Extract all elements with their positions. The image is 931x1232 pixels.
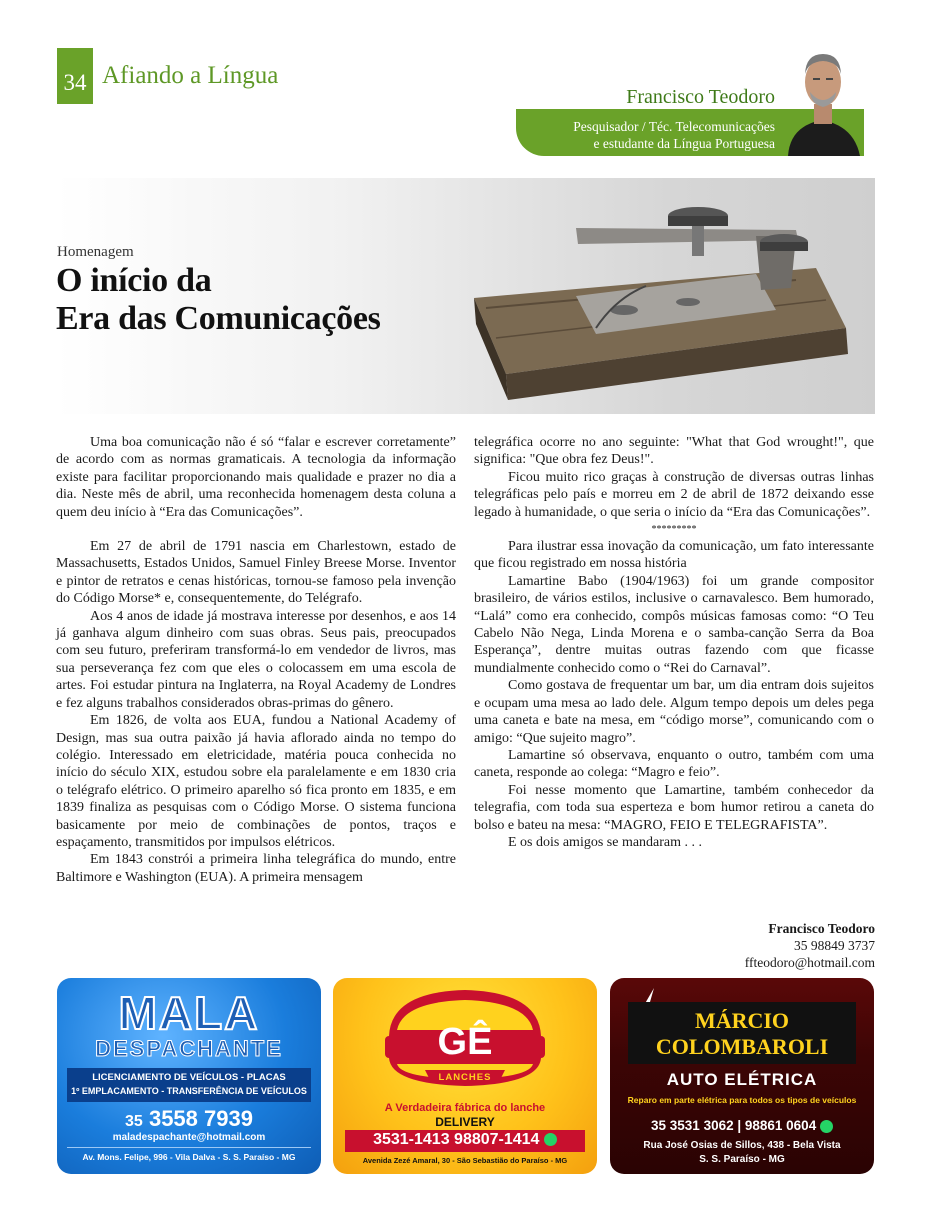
ge-ribbon: LANCHES <box>438 1072 492 1083</box>
marcio-phones[interactable]: 35 3531 3062 | 98861 0604 <box>610 1118 874 1133</box>
paragraph: Lamartine Babo (1904/1963) foi um grande compositor brasileiro, de vários estilos, inclusive o carnavalesco. Bem humorado, “Lalá” como era conhecido, compôs músicas famosas como: “O Teu Cabelo Não Nega, Linda Morena e o samba-canção Serra da Boa Esperança”, dentre muitas outras fazendo com que ficasse mundialmente conhecido como o “Rei do Carnaval”. <box>474 573 874 676</box>
article-column-right <box>474 434 874 851</box>
author-role-line1: Pesquisador / Téc. Telecomunicações <box>573 119 775 134</box>
article-title <box>56 262 381 338</box>
mala-logo-sub: DESPACHANTE <box>95 1036 283 1061</box>
paragraph: Em 1843 constrói a primeira linha telegráfica do mundo, entre Baltimore e Washington (EUA). A primeira mensagem <box>56 852 456 885</box>
mala-phone[interactable]: 35 3558 7939 <box>125 1106 253 1131</box>
paragraph: E os dois amigos se mandaram . . . <box>508 834 703 850</box>
paragraph: telegráfica ocorre no ano seguinte: "What that God wrought!", que significa: "Que obra fez Deus!". <box>474 435 874 468</box>
author-name: Francisco Teodoro <box>626 86 775 108</box>
signature-phone: 35 98849 3737 <box>794 938 875 953</box>
marcio-address-line2: S. S. Paraíso - MG <box>699 1154 785 1165</box>
marcio-tagline: Reparo em parte elétrica para todos os tipos de veículos <box>627 1095 857 1105</box>
paragraph: Em 27 de abril de 1791 nascia em Charlestown, estado de Massachusetts, Estados Unidos, Samuel Finley Breese Morse. Inventor e pintor de retratos e cenas históricas, tornou-se famoso pela invenção do Código Morse* e, consequentemente, do Telégrafo. <box>56 539 456 607</box>
marcio-name-line2: COLOMBAROLI <box>655 1034 829 1059</box>
article-column-left <box>56 434 456 886</box>
paragraph: Ficou muito rico graças à construção de diversas outras linhas telegráficas pelo país e morreu em 2 de abril de 1872 deixando esse legado à humanidade, o que seria o início da “Era das Comunicações”. <box>474 469 874 520</box>
paragraph: Foi nesse momento que Lamartine, também conhecedor da telegrafia, com toda sua esperteza e bom humor retirou a caneta do bolso e bateu na mesa: “MAGRO, FEIO E TELEGRAFISTA”. <box>474 782 874 833</box>
section-separator: ********* <box>651 524 697 536</box>
mala-address: Av. Mons. Felipe, 996 - Vila Dalva - S. S. Paraíso - MG <box>82 1152 296 1162</box>
paragraph: Uma boa comunicação não é só “falar e escrever corretamente” de acordo com as normas gramaticais. A tecnologia da informação existe para facilitar proporcionando mais qualidade e prazer no dia a dia. Neste mês de abril, uma reconhecida homenagem desta coluna a quem deu início à “Era das Comunicações”. <box>56 435 456 520</box>
ad-ge-lanches[interactable] <box>333 978 597 1174</box>
signature-email: ffteodoro@hotmail.com <box>744 955 875 970</box>
author-photo <box>780 44 866 156</box>
mala-services-line2: 1º EMPLACAMENTO - TRANSFERÊNCIA DE VEÍCULOS <box>71 1086 307 1096</box>
marcio-address-line1: Rua José Osias de Sillos, 438 - Bela Vista <box>643 1140 841 1151</box>
paragraph: Em 1826, de volta aos EUA, fundou a National Academy of Design, mas sua outra paixão já havia aflorado ainda no tempo do colégio. Interessado em eletricidade, matéria pouca conhecida no início do século XIX, estudou sobre ela paralelamente e em 1830 cria o telégrafo elétrico. O primeiro aparelho só fica pronto em 1835, e em 1839 finaliza as pesquisas com o Código Morse. O sistema funciona basicamente por meio de combinações de pontos, traços e espaçamento, transmitidos por impulsos elétricos. <box>56 713 456 850</box>
section-title: Afiando a Língua <box>102 62 279 89</box>
paragraph: Aos 4 anos de idade já mostrava interesse por desenhos, e aos 14 já ganhava algum dinheiro com suas obras. Seus pais, preocupados com seu futuro, preferiram transformá-lo em vendedor de livros, mas sua perseverança fez com que eles o colocassem em uma escola de artes. Foi estudar pintura na Inglaterra, na Royal Academy de Londres e fez alguns trabalhos considerados obras-primas do gênero. <box>56 608 456 711</box>
paragraph: Para ilustrar essa inovação da comunicação, um fato interessante que ficou registrado em nossa história <box>474 539 874 572</box>
paragraph: Como gostava de frequentar um bar, um dia entram dois sujeitos e ocupam uma mesa ao lado dele. Algum tempo depois um deles pega uma caneta e bate na mesa, em “código morse”, comunicando com o amigo: “Que sujeito magro”. <box>474 678 874 746</box>
mala-logo: MALA <box>118 987 260 1039</box>
ge-logo-text: GÊ <box>437 1021 493 1063</box>
page-number: 34 <box>57 48 93 104</box>
article-kicker: Homenagem <box>57 244 134 260</box>
marcio-subtitle: AUTO ELÉTRICA <box>666 1070 818 1089</box>
whatsapp-icon <box>544 1133 557 1146</box>
ge-phones[interactable]: 3531-1413 98807-1414 <box>333 1131 597 1149</box>
article-title-line2: Era das Comunicações <box>56 300 381 337</box>
author-signature <box>745 920 875 971</box>
ad-mala-despachante[interactable] <box>57 978 321 1174</box>
ge-tagline: A Verdadeira fábrica do lanche <box>384 1102 546 1114</box>
mala-email[interactable]: maladespachante@hotmail.com <box>112 1132 266 1143</box>
paragraph: Lamartine só observava, enquanto o outro, também com uma caneta, responde ao colega: “Magro e feio”. <box>474 747 874 781</box>
article-title-line1: O início da <box>56 262 212 299</box>
ad-marcio-colombaroli[interactable] <box>610 978 874 1174</box>
mala-services-line1: LICENCIAMENTO DE VEÍCULOS - PLACAS <box>92 1072 286 1083</box>
author-role-line2: e estudante da Língua Portuguesa <box>593 136 775 151</box>
whatsapp-icon <box>820 1120 833 1133</box>
marcio-name-line1: MÁRCIO <box>694 1008 790 1033</box>
author-role <box>573 118 775 152</box>
ge-address: Avenida Zezé Amaral, 30 - São Sebastião do Paraíso - MG <box>362 1156 568 1165</box>
signature-name: Francisco Teodoro <box>768 921 875 936</box>
ge-delivery: DELIVERY <box>435 1115 495 1129</box>
